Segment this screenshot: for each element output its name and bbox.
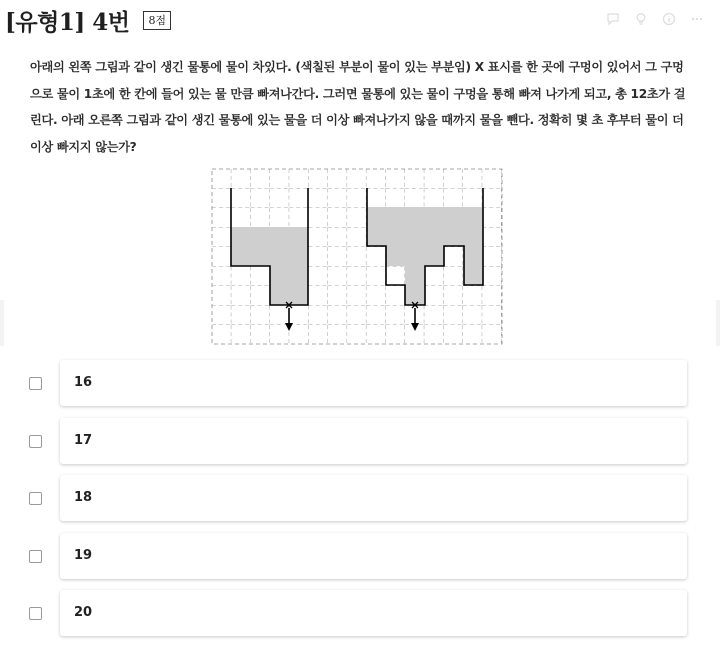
option-label: 19 — [74, 547, 93, 563]
option-row — [0, 533, 720, 591]
more-icon[interactable] — [688, 10, 706, 28]
option-card[interactable] — [60, 590, 687, 636]
comment-icon[interactable] — [604, 10, 622, 28]
option-card[interactable] — [60, 475, 687, 521]
water-tank-figure — [209, 166, 505, 350]
option-checkbox[interactable] — [29, 435, 42, 448]
option-card[interactable] — [60, 533, 687, 579]
bulb-icon[interactable] — [632, 10, 650, 28]
option-checkbox[interactable] — [29, 607, 42, 620]
option-label: 18 — [74, 490, 93, 505]
option-row — [0, 475, 720, 533]
question-text: 아래의 왼쪽 그림과 같이 생긴 물통에 물이 차있다. (색칠된 부분이 물이 있는 부분임) X 표시를 한 곳에 구멍이 있어서 그 구멍으로 물이 1초에 한 칸에 들어 있는 물 만큼 빠져나간다. 그러면 물통에 있는 물이 구멍을 통해 빠져 나가게 되고, 총 12초가 걸린다. 아래 오른쪽 그림과 같이 생긴 물통에 있는 물을 더 이상 빠져나가지 않을 때까지 물을 뺀다. 정확히 몇 초 후부터 물이 더 이상 빠지지 않는가? — [30, 60, 686, 154]
answer-options — [0, 360, 720, 648]
right-edge-shade — [716, 300, 720, 346]
option-card[interactable] — [60, 360, 687, 406]
option-card[interactable] — [60, 418, 687, 464]
question-header — [5, 4, 171, 37]
option-row — [0, 590, 720, 648]
toolbar — [604, 10, 706, 28]
option-label: 20 — [74, 605, 93, 620]
option-checkbox[interactable] — [29, 550, 42, 563]
option-checkbox[interactable] — [29, 377, 42, 390]
option-checkbox[interactable] — [29, 492, 42, 505]
left-edge-shade — [0, 300, 4, 346]
option-row — [0, 360, 720, 418]
info-icon[interactable] — [660, 10, 678, 28]
score-badge: 8점 — [143, 11, 171, 30]
water-tank-diagram — [209, 166, 505, 346]
option-row — [0, 418, 720, 476]
question-title: [유형1] 4번 — [5, 9, 130, 36]
option-label: 16 — [74, 375, 93, 390]
option-label: 17 — [74, 432, 93, 448]
